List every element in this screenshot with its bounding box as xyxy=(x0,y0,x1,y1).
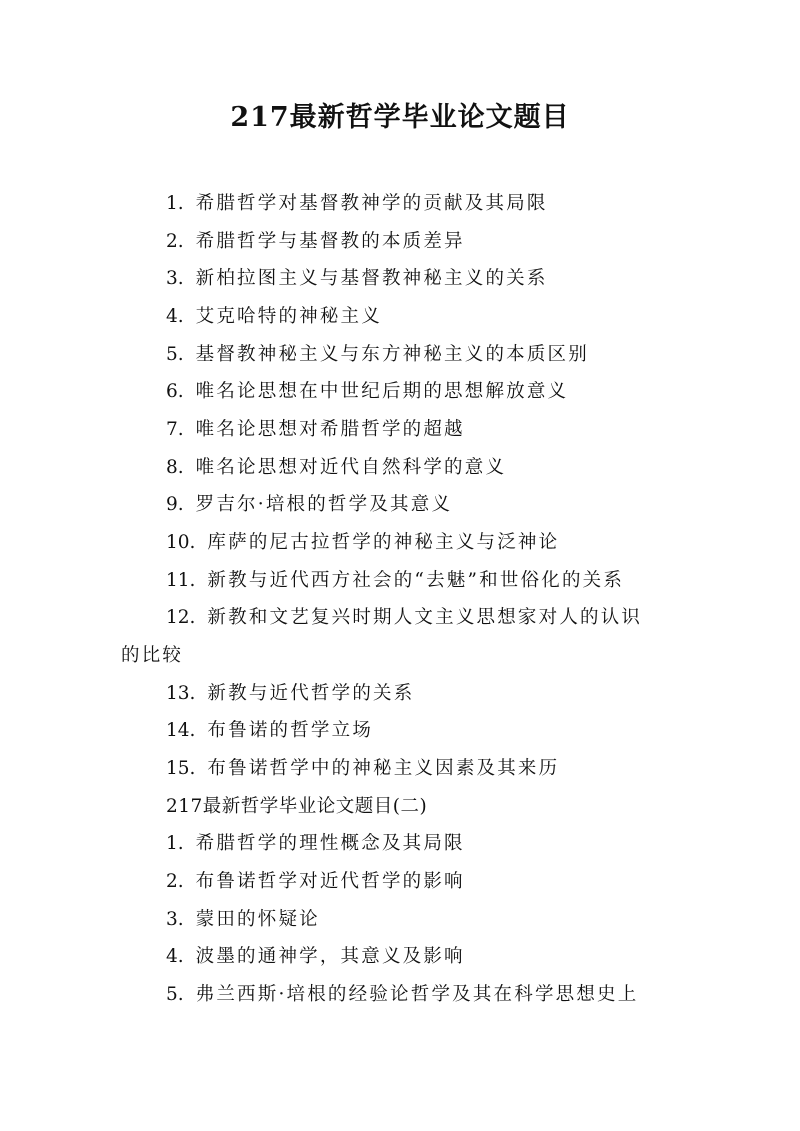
list-item: 5. 基督教神秘主义与东方神秘主义的本质区别 xyxy=(166,344,589,365)
list-item: 2. 布鲁诺哲学对近代哲学的影响 xyxy=(166,871,465,892)
list-item: 12. 新教和文艺复兴时期人文主义思想家对人的认识 xyxy=(166,607,643,628)
list-item: 10. 库萨的尼古拉哲学的神秘主义与泛神论 xyxy=(166,532,560,553)
document-title: 217最新哲学毕业论文题目 xyxy=(230,102,570,133)
list-item: 15. 布鲁诺哲学中的神秘主义因素及其来历 xyxy=(166,758,560,779)
list-item: 14. 布鲁诺的哲学立场 xyxy=(166,720,374,741)
list-item: 8. 唯名论思想对近代自然科学的意义 xyxy=(166,457,507,478)
list-item: 9. 罗吉尔·培根的哲学及其意义 xyxy=(166,494,453,515)
list-item-continuation: 的比较 xyxy=(121,645,184,666)
list-item: 1. 希腊哲学对基督教神学的贡献及其局限 xyxy=(166,193,548,214)
list-item: 13. 新教与近代哲学的关系 xyxy=(166,683,415,704)
list-item: 3. 新柏拉图主义与基督教神秘主义的关系 xyxy=(166,268,548,289)
list-item: 5. 弗兰西斯·培根的经验论哲学及其在科学思想史上 xyxy=(166,984,639,1005)
list-item: 6. 唯名论思想在中世纪后期的思想解放意义 xyxy=(166,381,569,402)
list-item: 11. 新教与近代西方社会的“去魅”和世俗化的关系 xyxy=(166,570,625,591)
list-item: 7. 唯名论思想对希腊哲学的超越 xyxy=(166,419,465,440)
list-item: 3. 蒙田的怀疑论 xyxy=(166,909,320,930)
list-item: 4. 波墨的通神学，其意义及影响 xyxy=(166,946,465,967)
list-item: 1. 希腊哲学的理性概念及其局限 xyxy=(166,833,465,854)
section-subtitle: 217最新哲学毕业论文题目(二) xyxy=(166,796,428,817)
list-item: 2. 希腊哲学与基督教的本质差异 xyxy=(166,231,465,252)
list-item: 4. 艾克哈特的神秘主义 xyxy=(166,306,382,327)
